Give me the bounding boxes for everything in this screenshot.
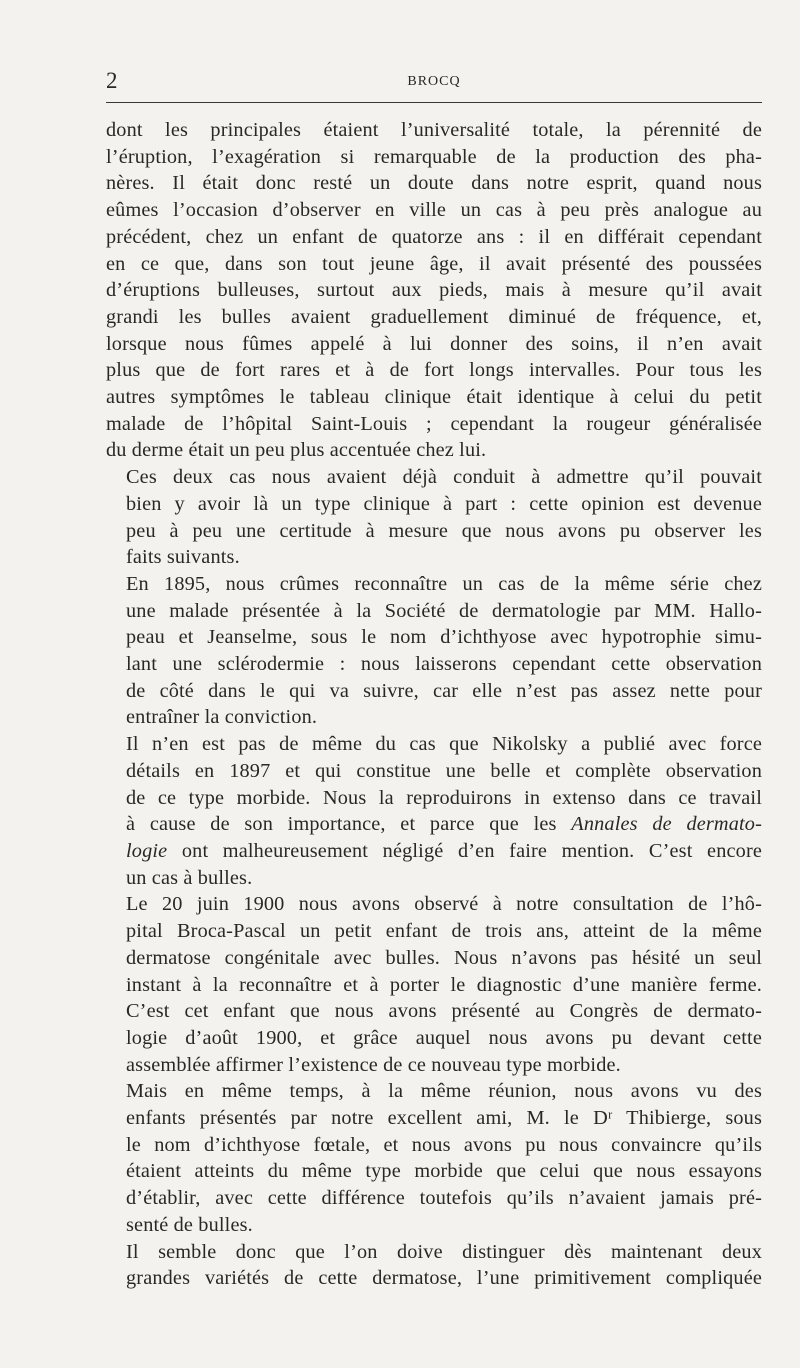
body-text <box>106 117 762 1292</box>
text-line: en ce que, dans son tout jeune âge, il avait présenté des poussées <box>106 252 762 275</box>
text-line: grandi les bulles avaient graduellement diminué de fréquence, et, <box>106 305 762 328</box>
text-line: autres symptômes le tableau clinique était identique à celui du petit <box>106 386 762 409</box>
text-line: eûmes l’occasion d’observer en ville un cas à peu près analogue au <box>106 199 762 222</box>
text-line: dont les principales étaient l’universalité totale, la pérennité de <box>106 119 762 141</box>
text-line: grandes variétés de cette dermatose, l’une primitivement compliquée <box>126 1267 762 1290</box>
paragraph <box>106 731 762 891</box>
text-line: Ces deux cas nous avaient déjà conduit à admettre qu’il pouvait <box>126 466 762 489</box>
running-title: BROCQ <box>407 74 461 89</box>
journal-title: logie <box>126 839 168 862</box>
text-line: le nom d’ichthyose fœtale, et nous avons pu nous convaincre qu’ils <box>126 1133 762 1156</box>
journal-title: Annales de dermato- <box>571 813 763 836</box>
text-line: bien y avoir là un type clinique à part : cette opinion est devenue <box>126 492 762 515</box>
text-line: précédent, chez un enfant de quatorze ans : il en différait cependant <box>106 225 762 248</box>
text-line: une malade présentée à la Société de dermatologie par MM. Hallo- <box>126 599 762 622</box>
text-line: peu à peu une certitude à mesure que nous avons pu observer les <box>126 519 762 542</box>
text-line: malade de l’hôpital Saint-Louis ; cependant la rougeur généralisée <box>106 412 762 435</box>
text-line: En 1895, nous crûmes reconnaître un cas de la même série chez <box>126 572 762 595</box>
page-number: 2 <box>106 68 118 93</box>
paragraph <box>106 117 762 464</box>
paragraph <box>106 891 762 1078</box>
text-line: d’éruptions bulleuses, surtout aux pieds, mais à mesure qu’il avait <box>106 279 762 302</box>
text-line: logie ont malheureusement négligé d’en faire mention. C’est encore <box>126 839 762 862</box>
text-line: Il semble donc que l’on doive distinguer dès maintenant deux <box>126 1240 762 1263</box>
text-line: l’éruption, l’exagération si remarquable de la production des pha- <box>106 145 762 168</box>
text-line: dermatose congénitale avec bulles. Nous n’avons pas hésité un seul <box>126 946 762 969</box>
text-line: logie d’août 1900, et grâce auquel nous avons pu devant cette <box>126 1026 762 1049</box>
document-page <box>106 66 762 1292</box>
text-line: à cause de son importance, et parce que les Annales de dermato- <box>126 813 763 836</box>
text-line: du derme était un peu plus accentuée chez lui. <box>106 439 487 462</box>
text-line: de côté dans le qui va suivre, car elle n’est pas assez nette pour <box>126 679 762 702</box>
text-line: assemblée affirmer l’existence de ce nouveau type morbide. <box>126 1053 621 1076</box>
text-line: instant à la reconnaître et à porter le diagnostic d’une manière ferme. <box>126 973 762 996</box>
text-line: Il n’en est pas de même du cas que Nikolsky a publié avec force <box>126 733 762 756</box>
text-line: faits suivants. <box>126 546 240 569</box>
paragraph <box>106 1078 762 1238</box>
text-line: de ce type morbide. Nous la reproduirons in extenso dans ce travail <box>126 786 762 809</box>
text-line: un cas à bulles. <box>126 866 253 889</box>
text-line: plus que de fort rares et à de fort longs intervalles. Pour tous les <box>106 359 762 382</box>
paragraph <box>106 464 762 571</box>
text-line: lorsque nous fûmes appelé à lui donner des soins, il n’en avait <box>106 332 762 355</box>
text-line: Mais en même temps, à la même réunion, nous avons vu des <box>126 1080 762 1103</box>
text-line: pital Broca-Pascal un petit enfant de trois ans, atteint de la même <box>126 920 762 943</box>
paragraph <box>106 571 762 731</box>
text-line: nères. Il était donc resté un doute dans notre esprit, quand nous <box>106 172 762 195</box>
running-head <box>106 66 762 103</box>
text-line: Le 20 juin 1900 nous avons observé à notre consultation de l’hô- <box>126 893 762 916</box>
paragraph <box>106 1239 762 1292</box>
text-line: lant une sclérodermie : nous laisserons cependant cette observation <box>126 653 762 676</box>
text-line: d’établir, avec cette différence toutefois qu’ils n’avaient jamais pré- <box>126 1187 762 1210</box>
text-line: enfants présentés par notre excellent ami, M. le Dʳ Thibierge, sous <box>126 1107 762 1130</box>
text-line: peau et Jeanselme, sous le nom d’ichthyose avec hypotrophie simu- <box>126 626 762 649</box>
text-line: entraîner la conviction. <box>126 706 318 729</box>
text-line: détails en 1897 et qui constitue une belle et complète observation <box>126 759 762 782</box>
text-line: étaient atteints du même type morbide que celui que nous essayons <box>126 1160 762 1183</box>
text-line: C’est cet enfant que nous avons présenté au Congrès de dermato- <box>126 1000 762 1023</box>
text-line: senté de bulles. <box>126 1213 253 1236</box>
